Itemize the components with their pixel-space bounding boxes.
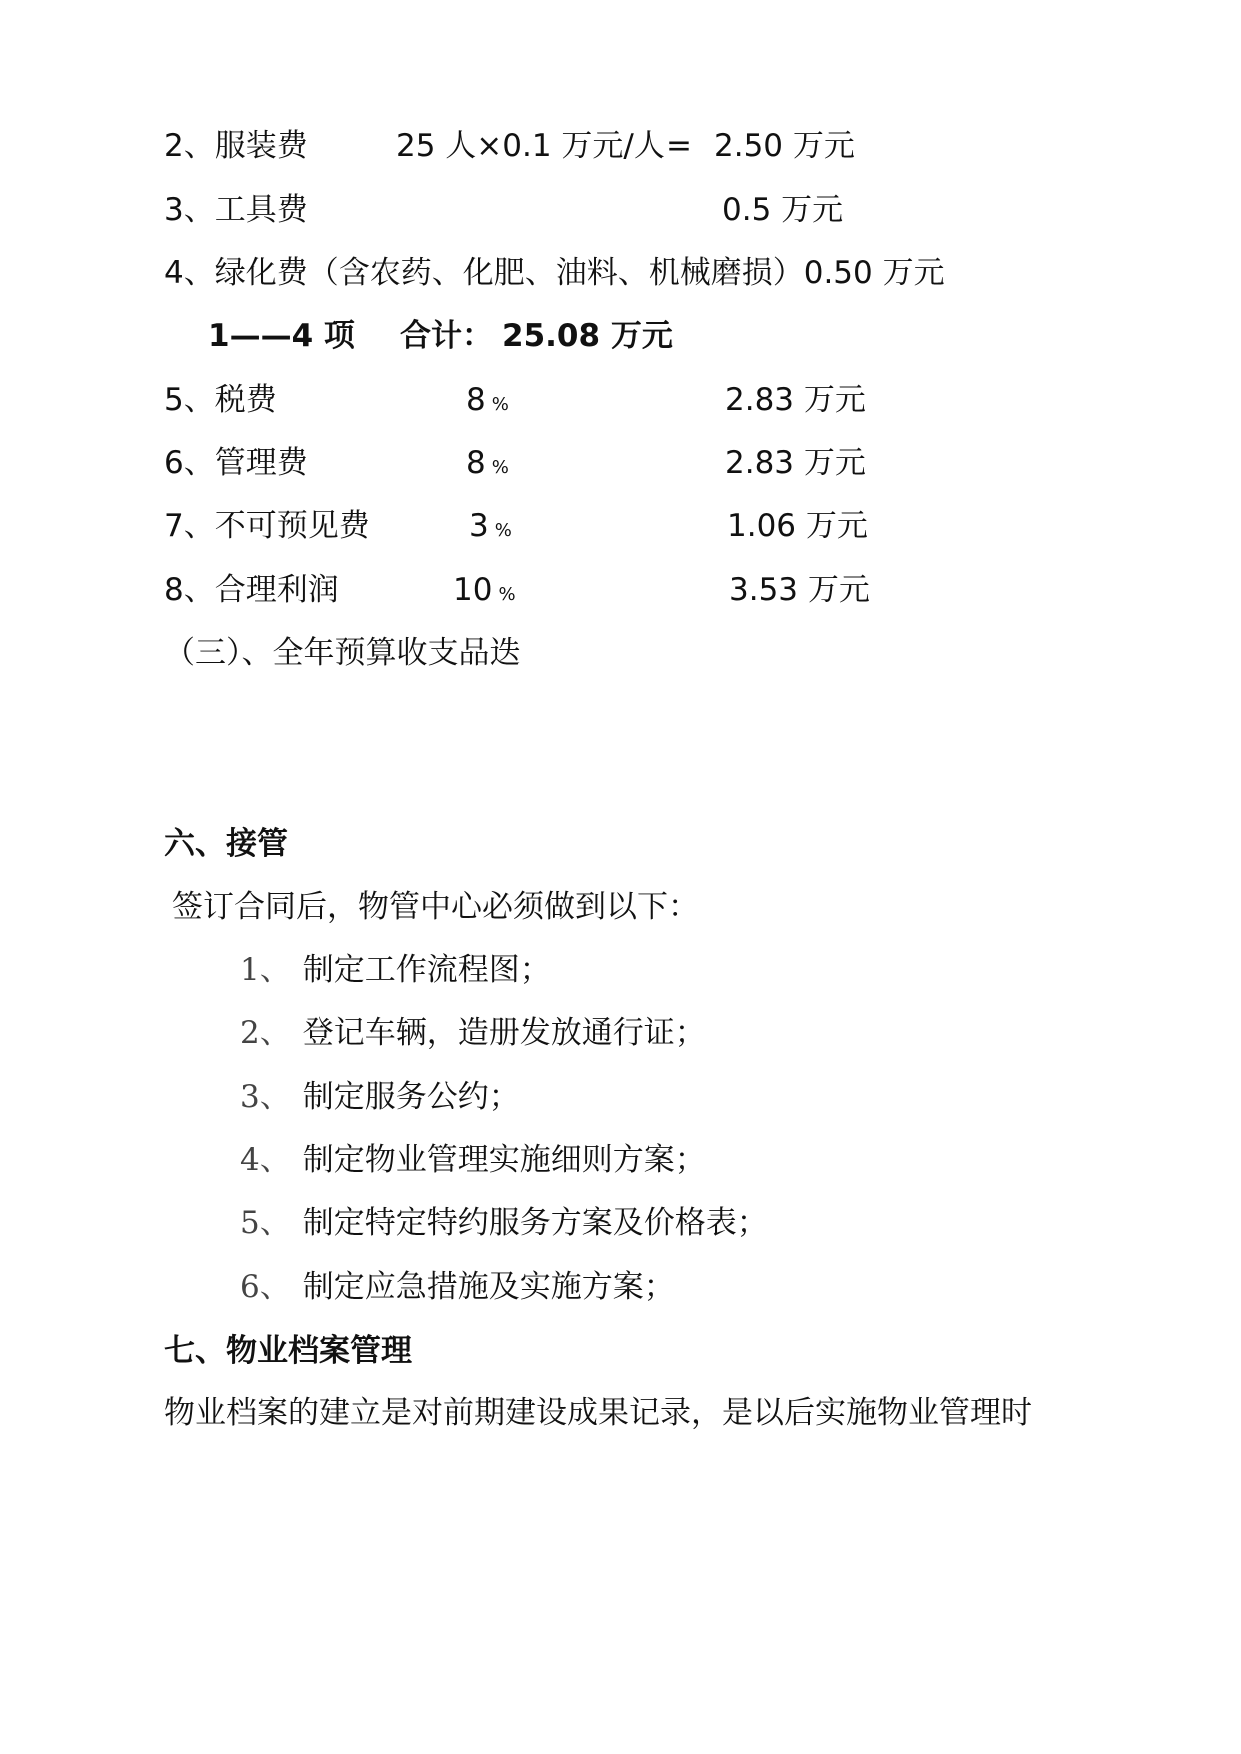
budget-row-5-rate: 8 % (466, 382, 509, 418)
budget-row-2-amount: 2.50 万元 (714, 128, 855, 164)
subtotal-range: 1——4 项 (208, 318, 355, 354)
budget-row-8-rate: 10 % (453, 572, 516, 608)
list-item: 4、 制定物业管理实施细则方案； (240, 1142, 706, 1178)
budget-row-5-amount: 2.83 万元 (725, 382, 866, 418)
budget-row-7-rate: 3 % (469, 508, 512, 544)
budget-row-8-amount: 3.53 万元 (729, 572, 870, 608)
budget-row-8-label: 8、合理利润 (164, 572, 339, 608)
section-3-heading: （三）、全年预算收支品迭 (164, 635, 521, 671)
budget-row-5-label: 5、税费 (164, 382, 277, 418)
budget-row-3-label: 3、工具费 (164, 192, 308, 228)
budget-row-7-amount: 1.06 万元 (727, 508, 868, 544)
budget-row-4-label: 4、绿化费（含农药、化肥、油料、机械磨损）0.50 万元 (164, 255, 945, 291)
list-item: 5、 制定特定特约服务方案及价格表； (240, 1205, 768, 1241)
section-7-paragraph: 物业档案的建立是对前期建设成果记录，是以后实施物业管理时 (164, 1395, 1032, 1431)
list-item: 1、 制定工作流程图； (240, 952, 551, 988)
subtotal-amount: 25.08 万元 (502, 318, 673, 354)
budget-row-3-amount: 0.5 万元 (722, 192, 844, 228)
list-item: 3、 制定服务公约； (240, 1079, 520, 1115)
budget-row-6-amount: 2.83 万元 (725, 445, 866, 481)
budget-row-7-label: 7、不可预见费 (164, 508, 370, 544)
list-item: 6、 制定应急措施及实施方案； (240, 1269, 675, 1305)
list-item: 2、 登记车辆，造册发放通行证； (240, 1015, 706, 1051)
section-6-intro: 签订合同后，物管中心必须做到以下： (172, 889, 699, 925)
section-7-heading: 七、物业档案管理 (164, 1333, 412, 1369)
budget-row-6-label: 6、管理费 (164, 445, 308, 481)
section-6-heading: 六、接管 (164, 826, 288, 862)
budget-row-2-label: 2、服装费 (164, 128, 308, 164)
budget-row-2-calc: 25 人×0.1 万元/人 (396, 128, 665, 164)
budget-row-2-equals: = (666, 128, 692, 164)
budget-row-6-rate: 8 % (466, 445, 509, 481)
subtotal-label: 合计： (400, 318, 493, 354)
